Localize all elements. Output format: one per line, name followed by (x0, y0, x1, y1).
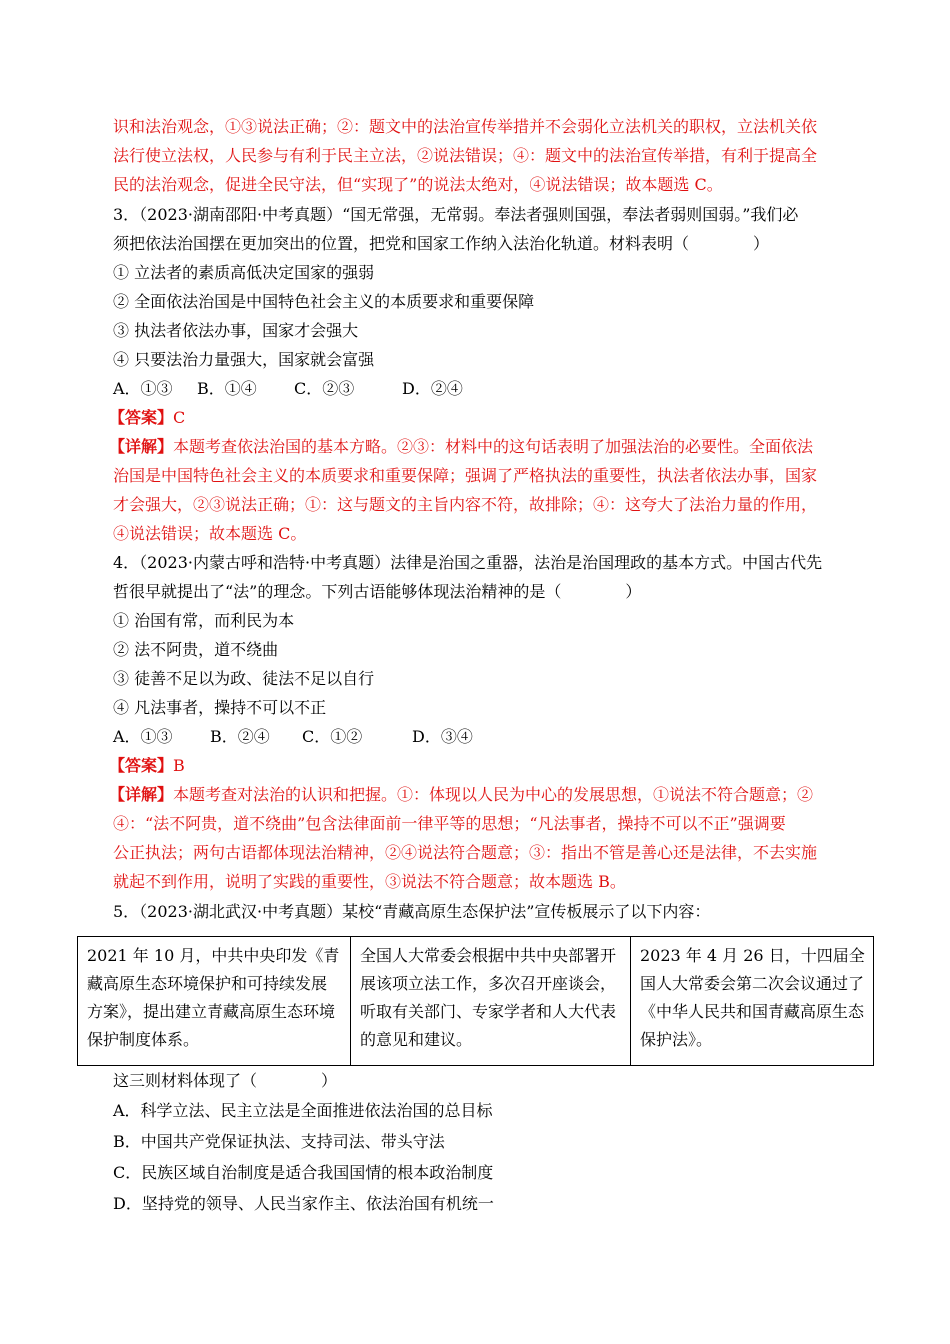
answer-options (113, 374, 853, 403)
question-3 (109, 200, 853, 548)
option-a: A．科学立法、民主立法是全面推进依法治国的总目标 (113, 1101, 493, 1120)
question-stem-line: 3．（2023·湖南邵阳·中考真题）“国无常强，无常弱。奉法者强则国强，奉法者弱则国弱。”我们必 (113, 205, 799, 224)
option-b: B．中国共产党保证执法、支持司法、带头守法 (113, 1132, 445, 1151)
explain-line: 就起不到作用，说明了实践的重要性，③说法不符合题意；故本题选 B。 (113, 872, 626, 891)
option-c: C．②③ (294, 379, 355, 398)
statement-item: ④ 只要法治力量强大，国家就会富强 (113, 350, 375, 369)
statement-item: ③ 徒善不足以为政、徒法不足以自行 (113, 669, 375, 688)
option-c: C．民族区域自治制度是适合我国国情的根本政治制度 (113, 1163, 494, 1182)
option-b: B．①④ (197, 379, 257, 398)
explain-line: 治国是中国特色社会主义的本质要求和重要保障；强调了严格执法的重要性，执法者依法办事，国家 (113, 466, 818, 485)
table-row (78, 937, 874, 1066)
option-d: D．坚持党的领导、人民当家作主、依法治国有机统一 (113, 1194, 494, 1213)
explain-tag: 【详解】 (109, 437, 174, 456)
option-a: A．①③ (113, 727, 173, 746)
table-cell: 全国人大常委会根据中共中央部署开展该项立法工作，多次召开座谈会，听取有关部门、专家学者和人大代表的意见和建议。 (351, 937, 631, 1066)
statement-item: ② 法不阿贵，道不绕曲 (113, 640, 279, 659)
explain-line: 【详解】本题考查对法治的认识和把握。①：体现以人民为中心的发展思想，①说法不符合题意；② (109, 785, 814, 804)
option-d: D．②④ (402, 379, 463, 398)
explain-line: 才会强大，②③说法正确；①：这与题文的主旨内容不符，故排除；④：这夸大了法治力量的作用， (113, 495, 818, 514)
explain-line: 法行使立法权，人民参与有利于民主立法，②说法错误；④：题文中的法治宣传举措，有利于提高全 (113, 146, 818, 165)
statement-item: ③ 执法者依法办事，国家才会强大 (113, 321, 359, 340)
answer-value: B (173, 756, 185, 775)
table-cell: 2023 年 4 月 26 日，十四届全国人大常委会第二次会议通过了《中华人民共和国青藏高原生态保护法》。 (631, 937, 874, 1066)
answer-tag: 【答案】 (109, 756, 174, 775)
question-5-stem: 5．（2023·湖北武汉·中考真题）某校“青藏高原生态保护法”宣传板展示了以下内容： (113, 902, 711, 921)
explain-line: ④：“法不阿贵，道不绕曲”包含法律面前一律平等的思想；“凡法事者，操持不可以不正”强调要 (113, 814, 786, 833)
table-cell: 2021 年 10 月，中共中央印发《青藏高原生态环境保护和可持续发展方案》，提出建立青藏高原生态环境保护制度体系。 (78, 937, 351, 1066)
statement-item: ④ 凡法事者，操持不可以不正 (113, 698, 327, 717)
explain-line: 【详解】本题考查依法治国的基本方略。②③：材料中的这句话表明了加强法治的必要性。全面依法 (109, 437, 814, 456)
option-b: B．②④ (210, 727, 270, 746)
answer-line (109, 403, 853, 432)
question-4 (109, 548, 853, 896)
question-stem-line: 哲很早就提出了“法”的理念。下列古语能够体现法治精神的是（ ） (113, 582, 642, 601)
explain-line: 识和法治观念，①③说法正确；②：题文中的法治宣传举措并不会弱化立法机关的职权，立法机关依 (113, 117, 818, 136)
explain-line: 公正执法；两句古语都体现法治精神，②④说法符合题意；③：指出不管是善心还是法律，不去实施 (113, 843, 818, 862)
material-table (77, 936, 874, 1066)
answer-value: C (173, 408, 186, 427)
statement-item: ② 全面依法治国是中国特色社会主义的本质要求和重要保障 (113, 292, 535, 311)
explain-line: 民的法治观念，促进全民守法，但“实现了”的说法太绝对，④说法错误；故本题选 C。 (113, 175, 723, 194)
explain-line: ④说法错误；故本题选 C。 (113, 524, 307, 543)
option-d: D．③④ (412, 727, 473, 746)
answer-tag: 【答案】 (109, 408, 174, 427)
answer-line (109, 751, 853, 780)
answer-options (113, 722, 853, 751)
option-c: C．①② (302, 727, 363, 746)
question-5-prompt: 这三则材料体现了（ ） (113, 1071, 338, 1090)
question-5-options-block (113, 1066, 853, 1219)
question-stem-line: 4．（2023·内蒙古呼和浩特·中考真题）法律是治国之重器，法治是治国理政的基本方式。中国古代先 (113, 553, 823, 572)
statement-item: ① 立法者的素质高低决定国家的强弱 (113, 263, 375, 282)
document-body (109, 112, 853, 926)
statement-item: ① 治国有常，而利民为本 (113, 611, 295, 630)
option-a: A．①③ (113, 379, 173, 398)
explain-tag: 【详解】 (109, 785, 174, 804)
question-stem-line: 须把依法治国摆在更加突出的位置，把党和国家工作纳入法治化轨道。材料表明（ ） (113, 234, 770, 253)
